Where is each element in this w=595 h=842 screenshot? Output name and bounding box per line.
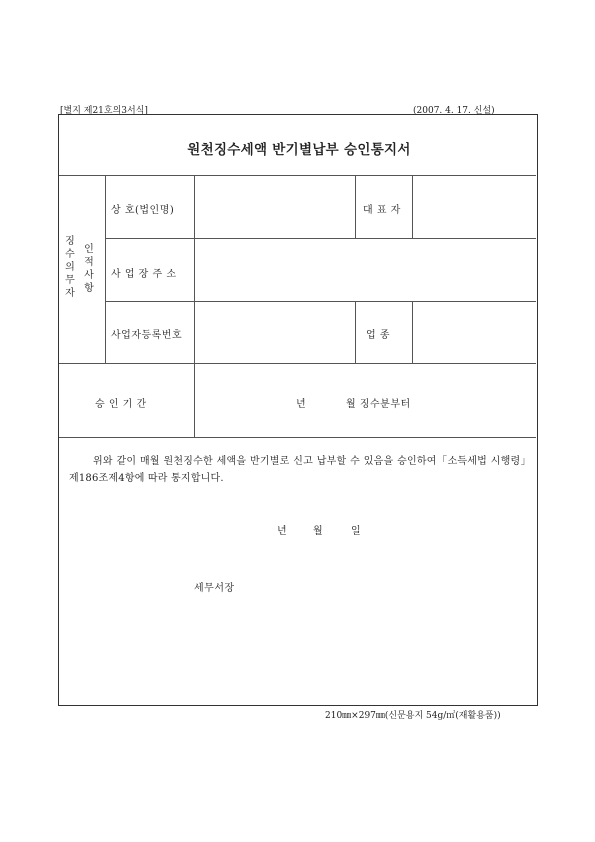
divider [105,175,106,363]
revision-date: (2007. 4. 17. 신설) [413,106,495,116]
divider [59,437,536,438]
divider [105,238,536,239]
registration-number-label: 사업자등록번호 [111,330,183,341]
divider [105,301,536,302]
approval-period-label: 승 인 기 간 [95,399,147,410]
divider [194,175,195,437]
divider [412,301,413,363]
date-day-label: 일 [351,526,362,537]
divider [355,175,356,238]
personal-info-label: 인적사항 [84,244,94,294]
date-month-label: 월 [313,526,324,537]
address-label: 사 업 장 주 소 [111,269,177,280]
notice-text: 위와 같이 매월 원천징수한 세액을 반기별로 신고 납부할 수 있음을 승인하여「소득세법 시행령」제186조제4항에 따라 통지합니다. [69,456,531,484]
form-number: [별지 제21호의3서식] [60,106,148,116]
representative-label: 대 표 자 [363,205,401,216]
notice-form [58,114,538,706]
trade-name-label: 상 호(법인명) [111,205,175,216]
tax-office-label: 세무서장 [194,583,235,594]
period-year-label: 년 [296,399,307,410]
divider [59,363,536,364]
divider [412,175,413,238]
business-type-label: 업 종 [366,330,390,341]
paper-spec: 210㎜×297㎜(신문용지 54g/㎡(재활용품)) [325,711,501,721]
form-title: 원천징수세액 반기별납부 승인통지서 [187,142,411,158]
divider [59,175,536,176]
period-month-label: 월 징수분부터 [346,399,411,410]
obligor-section-label: 징수의무자 [65,236,75,299]
date-year-label: 년 [277,526,288,537]
divider [355,301,356,363]
